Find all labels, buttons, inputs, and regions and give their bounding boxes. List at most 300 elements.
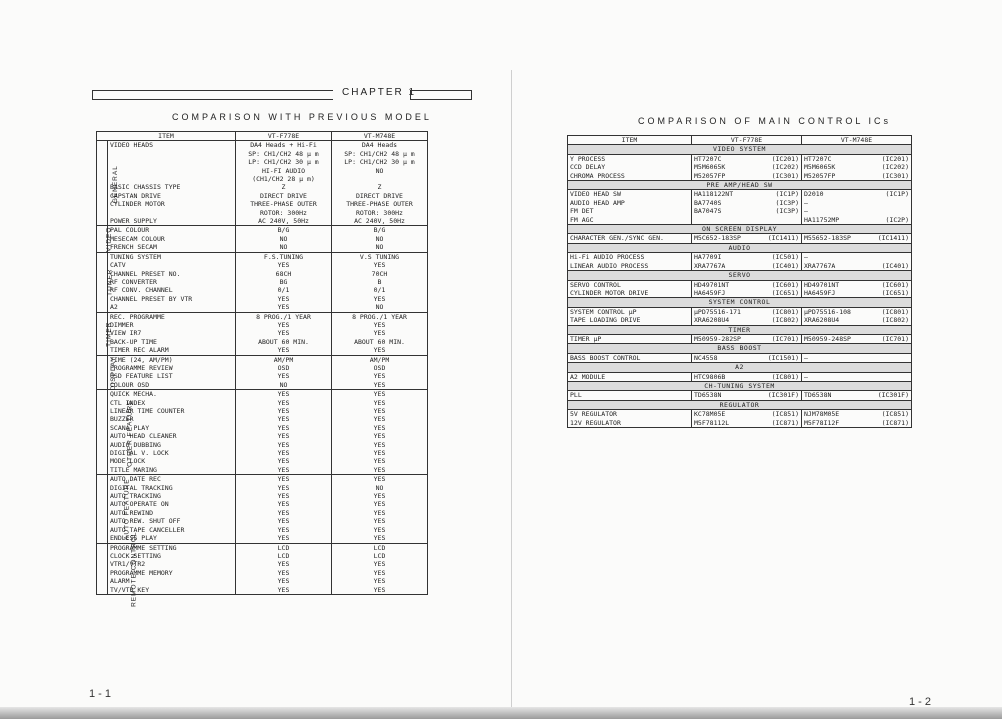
item-cell: CYLINDER MOTOR DRIVE <box>568 289 692 298</box>
table-row <box>97 261 428 269</box>
table-row <box>97 209 428 217</box>
ic-part-number: M52057FP <box>804 171 836 180</box>
ic-part-number: HA11752MP <box>804 215 840 224</box>
section-row <box>568 225 912 234</box>
ic-reference: (IC801) <box>771 372 799 381</box>
value-cell: AM/PM <box>236 355 332 364</box>
ic-cell <box>692 262 802 271</box>
section-row <box>568 363 912 372</box>
table-row <box>97 526 428 534</box>
ic-reference: (IC2P) <box>885 215 909 224</box>
ic-reference: (IC301F) <box>877 391 909 400</box>
value-cell: YES <box>373 560 386 569</box>
item-cell: DIGITAL V. LOCK <box>108 449 236 457</box>
item-cell: CAPSTAN DRIVE <box>108 192 236 200</box>
table-row <box>568 307 912 316</box>
value-cell: YES <box>373 517 386 526</box>
item-cell: AUTO TRACKING <box>108 492 236 500</box>
ic-reference: (IC401) <box>771 261 799 270</box>
comparison-table <box>96 131 428 607</box>
table-row <box>97 372 428 380</box>
item-cell: TAPE LOADING DRIVE <box>568 316 692 325</box>
item-cell: SYSTEM CONTROL μP <box>568 307 692 316</box>
table-row <box>568 372 912 381</box>
table-row <box>97 217 428 226</box>
table-header-row <box>568 136 912 145</box>
ic-reference: (IC801) <box>881 307 909 316</box>
table-row <box>97 243 428 252</box>
ic-part-number: M55652-183SP <box>804 234 851 243</box>
value-cell: YES <box>236 534 332 543</box>
ic-reference: (IC202) <box>771 163 799 172</box>
value-cell: YES <box>332 346 428 355</box>
item-cell <box>108 158 236 166</box>
item-cell: FRENCH SECAM <box>108 243 236 252</box>
value-cell: V.S TUNING <box>359 252 400 261</box>
group-label: TIMER <box>105 321 113 347</box>
ic-part-number: BA7740S <box>694 198 722 207</box>
ic-cell <box>802 163 912 171</box>
value-cell: Z <box>377 183 382 192</box>
item-cell: PLL <box>568 391 692 400</box>
item-cell: VTR1/VTR2 <box>108 560 236 568</box>
ic-reference: (IC601) <box>881 280 909 289</box>
table-row <box>97 355 428 364</box>
value-cell: YES <box>236 475 332 484</box>
ic-cell <box>692 419 802 428</box>
ic-part-number: NC4558 <box>694 353 718 362</box>
item-cell <box>108 175 236 183</box>
item-cell: AUTO REWIND <box>108 509 236 517</box>
ic-reference: (IC871) <box>771 418 799 427</box>
value-cell: YES <box>236 261 332 269</box>
value-cell: ROTOR: 300Hz <box>236 209 332 217</box>
value-cell: YES <box>236 560 332 568</box>
group-label-cell <box>97 355 117 390</box>
item-cell: BASIC CHASSIS TYPE <box>108 183 236 191</box>
item-cell: TV/VTR KEY <box>108 586 236 595</box>
ic-reference: (IC651) <box>881 288 909 297</box>
value-cell: YES <box>373 508 386 517</box>
ic-cell <box>802 199 912 207</box>
section-row <box>568 243 912 252</box>
ic-cell <box>692 280 802 289</box>
ic-cell <box>692 353 802 362</box>
value-cell: HI-FI AUDIO <box>236 167 332 175</box>
table-row <box>568 316 912 325</box>
value-cell: NO <box>332 303 428 312</box>
value-cell: THREE-PHASE OUTER <box>236 200 332 208</box>
item-cell <box>108 167 236 175</box>
value-cell: LCD <box>236 552 332 560</box>
item-cell <box>108 209 236 217</box>
value-cell: DA4 Heads + Hi-Fi <box>236 141 332 150</box>
ic-cell <box>802 334 912 343</box>
table-row <box>97 141 428 150</box>
section-title: ON SCREEN DISPLAY <box>568 225 912 234</box>
ic-reference: (IC1501) <box>767 353 799 362</box>
ic-reference: (IC601) <box>771 280 799 289</box>
value-cell: YES <box>236 577 332 585</box>
ic-reference: (IC1P) <box>885 190 909 199</box>
value-cell: LCD <box>373 543 386 552</box>
item-cell: PROGRAMME MEMORY <box>108 569 236 577</box>
ic-cell <box>802 207 912 215</box>
item-cell: CHARACTER GEN./SYNC GEN. <box>568 234 692 243</box>
item-cell: Y PROCESS <box>568 154 692 163</box>
value-cell: LCD <box>236 543 332 552</box>
value-cell: THREE-PHASE OUTER <box>346 200 413 209</box>
item-cell: BUZZER <box>108 415 236 423</box>
table-row <box>97 235 428 243</box>
table-row <box>97 175 428 183</box>
value-cell: YES <box>236 500 332 508</box>
item-cell: POWER SUPPLY <box>108 217 236 226</box>
ic-cell <box>692 163 802 171</box>
ic-comparison-table <box>567 135 912 428</box>
ic-reference: (IC501) <box>771 253 799 262</box>
value-cell: LCD <box>373 551 386 560</box>
ic-part-number: TD6538N <box>804 391 832 400</box>
ic-cell <box>802 307 912 316</box>
ic-part-number: KC78M05E <box>694 410 726 419</box>
ic-cell <box>802 419 912 428</box>
chapter-label: CHAPTER 1 <box>338 87 420 98</box>
table-row <box>568 410 912 419</box>
value-cell: AC 240V, 50Hz <box>236 217 332 226</box>
ic-part-number: M5F78I12F <box>804 418 840 427</box>
group-label-cell <box>97 475 131 543</box>
ic-part-number: μPD75516-171 <box>694 307 741 316</box>
item-cell: MODE LOCK <box>108 457 236 465</box>
ic-part-number: XRA6208U4 <box>694 316 730 325</box>
value-cell: OSD <box>373 363 386 372</box>
table-row <box>568 216 912 225</box>
table-row <box>97 517 428 525</box>
ic-reference: (IC202) <box>881 163 909 172</box>
value-cell: (CH1/CH2 28 μ m) <box>236 175 332 183</box>
table-row <box>97 364 428 372</box>
table-row <box>97 150 428 158</box>
ic-reference: (IC651) <box>771 288 799 297</box>
item-cell <box>108 150 236 158</box>
value-cell: NO <box>375 483 384 492</box>
table-row <box>97 415 428 423</box>
ic-part-number: M5M6065K <box>804 163 836 172</box>
column-header: ITEM <box>97 132 236 141</box>
table-row <box>568 190 912 199</box>
value-cell: YES <box>236 492 332 500</box>
item-cell: ALARM <box>108 577 236 585</box>
column-header: VT-F778E <box>236 132 332 141</box>
table-row <box>97 534 428 543</box>
value-cell: YES <box>236 399 332 407</box>
item-cell: TIMER μP <box>568 334 692 343</box>
ic-part-number: HT7207C <box>694 154 722 163</box>
value-cell: SP: CH1/CH2 48 μ m <box>236 150 332 158</box>
ic-reference: (IC851) <box>881 410 909 419</box>
ic-part-number: M50959-282SP <box>694 334 741 343</box>
table-row <box>97 466 428 475</box>
table-row <box>97 252 428 261</box>
group-label-cell <box>97 226 113 253</box>
group-label: VIDEO <box>105 226 113 253</box>
value-cell: NO <box>332 243 428 252</box>
ic-part-number: M5F78112L <box>694 418 730 427</box>
ic-reference: (IC301) <box>881 171 909 180</box>
value-cell: OSD <box>236 364 332 372</box>
value-cell: YES <box>373 415 386 424</box>
ic-part-number: M5C652-183SP <box>694 234 741 243</box>
item-cell: VIEW IR7 <box>108 329 236 337</box>
value-cell: YES <box>373 500 386 509</box>
ic-cell <box>692 307 802 316</box>
table-row <box>97 167 428 175</box>
section-title: CH-TUNING SYSTEM <box>568 381 912 390</box>
value-cell: YES <box>373 432 386 441</box>
ic-reference: (IC1P) <box>775 190 799 199</box>
section-title: BASS BOOST <box>568 344 912 353</box>
ic-part-number: XRA7767A <box>694 261 726 270</box>
value-cell: AM/PM <box>369 355 390 364</box>
table-row <box>568 199 912 207</box>
item-cell: COLOUR OSD <box>108 381 236 390</box>
section-row <box>568 298 912 307</box>
item-cell: AUTO DATE REC <box>108 475 236 484</box>
right-page-number: 1 - 2 <box>909 696 932 708</box>
item-cell: VIDEO HEAD SW <box>568 190 692 199</box>
item-cell: LINEAR AUDIO PROCESS <box>568 262 692 271</box>
ic-part-number: HA6459FJ <box>694 288 726 297</box>
ic-part-number: D2010 <box>804 190 824 199</box>
ic-reference: (IC701) <box>771 334 799 343</box>
value-cell: NO <box>236 235 332 243</box>
table-row <box>97 158 428 166</box>
value-cell: YES <box>236 407 332 415</box>
item-cell: DIMMER <box>108 321 236 329</box>
table-row <box>97 457 428 465</box>
ic-cell <box>802 391 912 400</box>
ic-cell <box>692 316 802 325</box>
column-header: VT-M748E <box>802 136 912 145</box>
value-cell: B/G <box>373 226 386 235</box>
scan-edge <box>0 707 1002 719</box>
value-cell: YES <box>236 457 332 465</box>
item-cell: AUDIO HEAD AMP <box>568 199 692 207</box>
table-row <box>97 560 428 568</box>
value-cell: NO <box>375 166 384 175</box>
value-cell: DIRECT DRIVE <box>356 191 403 200</box>
ic-part-number: μPD75516-108 <box>804 307 851 316</box>
left-page-title: COMPARISON WITH PREVIOUS MODEL <box>172 112 432 122</box>
item-cell: PROGRAMME SETTING <box>108 543 236 552</box>
item-cell: RF CONV. CHANNEL <box>108 286 236 294</box>
ic-part-number: M50959-248SP <box>804 334 851 343</box>
table-row <box>568 280 912 289</box>
item-cell: OSD FEATURE LIST <box>108 372 236 380</box>
table-row <box>97 200 428 208</box>
value-cell: DA4 Heads <box>361 141 398 150</box>
table-row <box>97 407 428 415</box>
section-row <box>568 344 912 353</box>
value-cell: YES <box>373 568 386 577</box>
ic-cell <box>802 353 912 362</box>
section-title: AUDIO <box>568 243 912 252</box>
value-cell: YES <box>373 457 386 466</box>
item-cell: REC. PROGRAMME <box>108 312 236 321</box>
value-cell: YES <box>373 440 386 449</box>
table-row <box>568 262 912 271</box>
value-cell: 70CH <box>371 269 388 278</box>
ic-part-number: HA118122NT <box>694 190 734 199</box>
item-cell: CATV <box>108 261 236 269</box>
section-title: REGULATOR <box>568 400 912 409</box>
ic-reference: (IC802) <box>771 316 799 325</box>
value-cell: YES <box>373 320 386 329</box>
item-cell: RF CONVERTER <box>108 278 236 286</box>
section-title: TIMER <box>568 325 912 334</box>
item-cell: AUTO REW. SHUT OFF <box>108 517 236 525</box>
item-cell: FM DET <box>568 207 692 215</box>
value-cell: 0/1 <box>236 286 332 294</box>
ic-cell <box>802 262 912 271</box>
table-row <box>568 172 912 181</box>
item-cell: SCANA PLAY <box>108 424 236 432</box>
value-cell: YES <box>373 475 386 484</box>
item-cell: CYLINDER MOTOR <box>108 200 236 208</box>
table-row <box>97 492 428 500</box>
ic-part-number: — <box>804 207 808 216</box>
chapter-banner <box>92 87 472 101</box>
section-row <box>568 271 912 280</box>
value-cell: YES <box>373 449 386 458</box>
ic-reference: (IC301F) <box>767 391 799 400</box>
value-cell: 0/1 <box>373 286 386 295</box>
value-cell: YES <box>373 577 386 586</box>
ic-reference: (IC851) <box>771 410 799 419</box>
item-cell: BASS BOOST CONTROL <box>568 353 692 362</box>
ic-part-number: — <box>804 253 808 262</box>
value-cell: YES <box>373 423 386 432</box>
ic-cell <box>692 199 802 207</box>
ic-cell <box>692 207 802 215</box>
value-cell: ABOUT 60 MIN. <box>354 337 405 346</box>
ic-reference: (IC201) <box>881 154 909 163</box>
table-row <box>568 253 912 262</box>
table-row <box>568 234 912 243</box>
table-row <box>97 278 428 286</box>
table-row <box>97 500 428 508</box>
ic-reference: (IC3P) <box>775 207 799 216</box>
item-cell: VIDEO HEADS <box>108 141 236 150</box>
page-gutter <box>511 70 512 710</box>
value-cell: Z <box>236 183 332 191</box>
item-cell: CHROMA PROCESS <box>568 172 692 181</box>
table-row <box>97 192 428 200</box>
group-label: REMOTE CONTROL <box>130 531 138 607</box>
value-cell: YES <box>236 484 332 492</box>
value-cell <box>332 175 428 183</box>
table-row <box>97 329 428 337</box>
ic-part-number: TD6538N <box>694 391 722 400</box>
item-cell: TIME (24, AM/PM) <box>108 355 236 364</box>
value-cell: YES <box>236 346 332 355</box>
item-cell: 5V REGULATOR <box>568 410 692 419</box>
group-label: GENERAL <box>111 164 119 203</box>
ic-cell <box>692 410 802 419</box>
ic-cell <box>692 154 802 163</box>
value-cell: YES <box>332 586 428 595</box>
value-cell: NO <box>236 243 332 252</box>
value-cell: SP: CH1/CH2 48 μ m <box>344 149 415 158</box>
table-row <box>97 303 428 312</box>
value-cell: YES <box>236 441 332 449</box>
item-cell: ENDLESS PLAY <box>108 534 236 543</box>
value-cell: 8 PROG./1 YEAR <box>352 312 407 321</box>
value-cell: YES <box>373 492 386 501</box>
section-row <box>568 325 912 334</box>
ic-cell <box>692 216 802 225</box>
value-cell: YES <box>236 586 332 595</box>
item-cell: 12V REGULATOR <box>568 419 692 428</box>
item-cell: Hi-Fi AUDIO PROCESS <box>568 253 692 262</box>
item-cell: TIMER REC ALARM <box>108 346 236 355</box>
ic-cell <box>692 253 802 262</box>
section-row <box>568 145 912 154</box>
value-cell: YES <box>236 424 332 432</box>
item-cell: FM AGC <box>568 216 692 225</box>
ic-cell <box>802 410 912 419</box>
table-row <box>97 183 428 191</box>
ic-reference: (IC801) <box>771 307 799 316</box>
ic-part-number: — <box>804 353 808 362</box>
value-cell: YES <box>236 569 332 577</box>
ic-reference: (IC802) <box>881 316 909 325</box>
value-cell: BG <box>236 278 332 286</box>
ic-reference: (IC301) <box>771 171 799 180</box>
ic-reference: (IC1411) <box>767 234 799 243</box>
table-row <box>97 338 428 346</box>
item-cell: CLOCK SETTING <box>108 552 236 560</box>
item-cell: AUTO HEAD CLEANER <box>108 432 236 440</box>
value-cell: YES <box>236 372 332 380</box>
value-cell: YES <box>236 509 332 517</box>
right-page-title: COMPARISON OF MAIN CONTROL ICs <box>638 116 892 126</box>
table-row <box>97 390 428 399</box>
table-row <box>568 154 912 163</box>
value-cell: YES <box>373 372 386 381</box>
ic-reference: (IC701) <box>881 334 909 343</box>
ic-cell <box>802 190 912 199</box>
ic-part-number: BA7047S <box>694 207 722 216</box>
column-header: ITEM <box>568 136 692 145</box>
ic-cell <box>802 234 912 243</box>
item-cell: DIGITAL TRACKING <box>108 484 236 492</box>
ic-cell <box>692 391 802 400</box>
value-cell: YES <box>236 449 332 457</box>
value-cell: LP: CH1/CH2 30 μ m <box>344 158 415 167</box>
ic-cell <box>692 289 802 298</box>
table-row <box>97 552 428 560</box>
section-row <box>568 381 912 390</box>
value-cell: YES <box>332 381 428 390</box>
table-row <box>97 286 428 294</box>
ic-part-number: XRA6208U4 <box>804 316 840 325</box>
section-title: PRE AMP/HEAD SW <box>568 181 912 190</box>
value-cell: YES <box>373 525 386 534</box>
table-row <box>568 163 912 171</box>
ic-cell <box>802 289 912 298</box>
